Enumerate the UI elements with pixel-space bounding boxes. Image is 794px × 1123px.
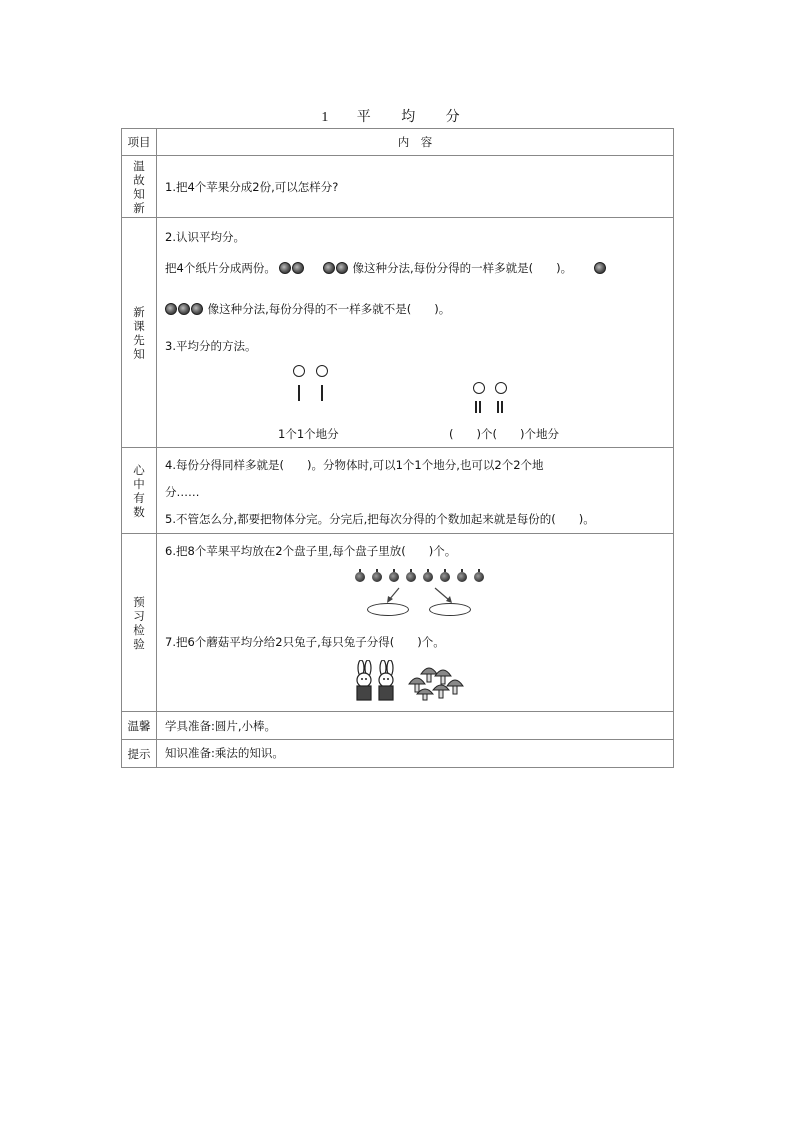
row-review	[122, 156, 674, 218]
question-4-line-1: 4.每份分得同样多就是( )。分物体时,可以1个1个地分,也可以2个2个地	[165, 458, 544, 472]
mushroom-icon	[407, 662, 475, 702]
row-tips-1	[122, 712, 674, 740]
row-preview	[122, 218, 674, 448]
row-tips-2	[122, 740, 674, 768]
apple-icon	[389, 572, 399, 582]
paper-disc-icon	[323, 261, 349, 275]
apple-icon	[423, 572, 433, 582]
plate-icon	[367, 603, 409, 616]
paper-disc-icon	[165, 302, 204, 316]
caption-one-by-one: 1个1个地分	[278, 427, 339, 441]
question-7: 7.把6个蘑菇平均分给2只兔子,每只兔子分得( )个。	[165, 635, 445, 649]
header-row	[122, 129, 674, 156]
rabbit-icon	[353, 660, 401, 704]
apple-icon	[457, 572, 467, 582]
row-check	[122, 534, 674, 712]
caption-n-by-n: ( )个( )个地分	[449, 427, 559, 441]
header-content: 内 容	[157, 129, 674, 156]
label-tips-bottom: 提示	[122, 740, 157, 768]
label-tips-top: 温馨	[122, 712, 157, 740]
question-5: 5.不管怎么分,都要把物体分完。分完后,把每次分得的个数加起来就是每份的( )。	[165, 512, 595, 526]
label-summary: 心中有数	[133, 462, 145, 519]
apple-icon	[440, 572, 450, 582]
question-3-title: 3.平均分的方法。	[165, 339, 257, 353]
worksheet-table	[121, 128, 674, 768]
page-title	[0, 106, 794, 126]
question-6: 6.把8个苹果平均放在2个盘子里,每个盘子里放( )个。	[165, 544, 457, 558]
apple-icon	[372, 572, 382, 582]
question-2-line-1: 把4个纸片分成两份。 像这种分法,每份分得的一样多就是( )。	[165, 261, 607, 275]
question-1: 1.把4个苹果分成2份,可以怎样分?	[165, 180, 339, 194]
paper-disc-icon	[279, 261, 305, 275]
apple-icon	[406, 572, 416, 582]
lesson-number: 1	[321, 110, 330, 125]
tool-preparation: 学具准备:圆片,小棒。	[165, 719, 277, 733]
row-summary	[122, 448, 674, 534]
plate-icon	[429, 603, 471, 616]
question-2-line-2: 像这种分法,每份分得的不一样多就不是( )。	[165, 302, 450, 316]
apple-icon	[355, 572, 365, 582]
label-check: 预习检验	[133, 594, 145, 651]
apple-icon	[474, 572, 484, 582]
lesson-title: 平 均 分	[356, 109, 473, 125]
knowledge-preparation: 知识准备:乘法的知识。	[165, 746, 284, 760]
paper-disc-icon	[594, 261, 607, 275]
label-review: 温故知新	[133, 158, 145, 215]
question-4-line-2: 分……	[165, 485, 200, 499]
label-preview: 新课先知	[133, 304, 145, 361]
question-2-title: 2.认识平均分。	[165, 230, 245, 244]
header-item: 项目	[122, 129, 157, 156]
